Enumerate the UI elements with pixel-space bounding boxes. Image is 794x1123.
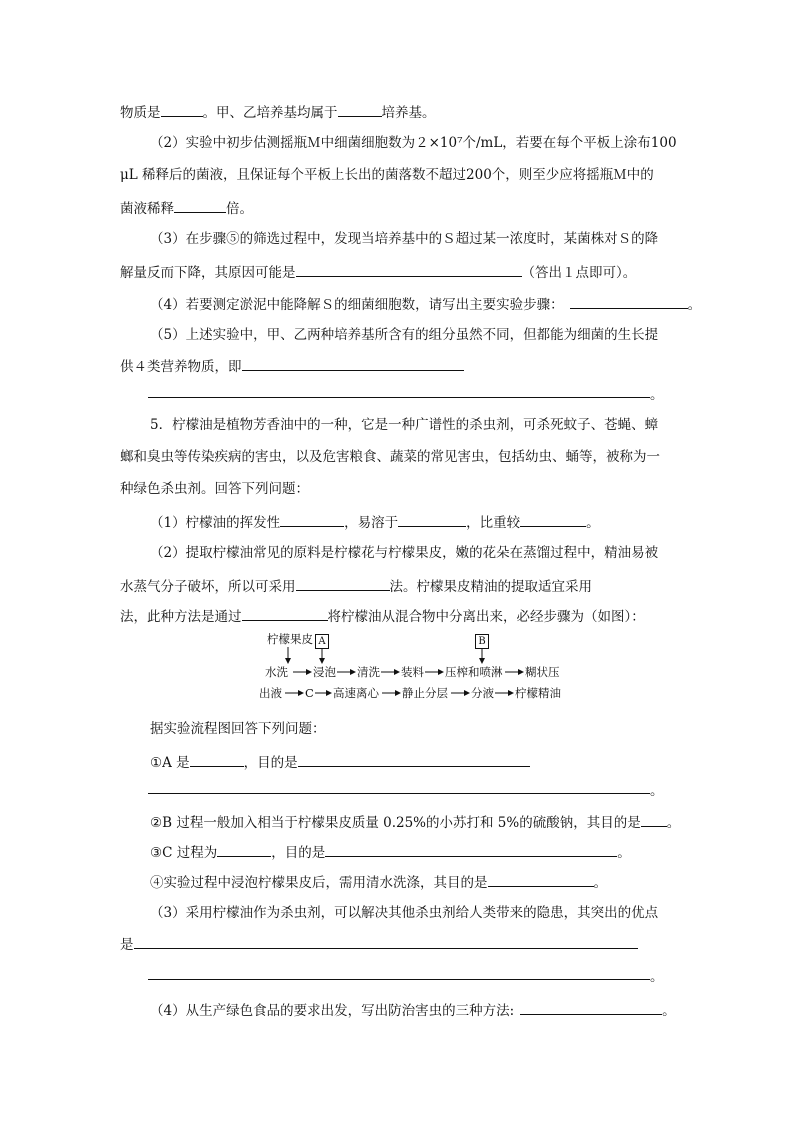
q4-line1 — [120, 102, 436, 122]
answer-blank[interactable] — [242, 606, 328, 621]
flow-top-label: 柠檬果皮 — [267, 632, 313, 646]
flow-step: 分液 — [471, 686, 494, 700]
q5-p2-text-c: 法，此种方法是通过 — [120, 609, 242, 625]
q5-s3-text-c: 。 — [617, 845, 631, 861]
q5-p3-line2 — [120, 934, 638, 954]
flow-step: 柠檬精油 — [515, 686, 561, 700]
flow-step: 水洗 — [265, 665, 288, 679]
q5-s1-end: 。 — [650, 783, 664, 799]
answer-line[interactable] — [148, 397, 650, 398]
q4-p5-text: 供４类营养物质，即 — [120, 359, 242, 375]
flow-step: 浸泡 — [313, 665, 336, 679]
q5-s4-line — [150, 872, 607, 892]
q5-p1-text-b: ，易溶于 — [344, 515, 399, 531]
answer-blank[interactable] — [338, 102, 382, 117]
flow-step: 高速离心 — [333, 686, 379, 700]
answer-blank[interactable] — [296, 262, 522, 277]
q4-p3-text: 解量反而下降，其原因可能是 — [120, 265, 296, 281]
q5-p2-text-a: 水蒸气分子破坏，所以可采用 — [120, 579, 296, 595]
q4-p2-text: 菌液稀释 — [120, 201, 174, 217]
q5-intro-line1: 5．柠檬油是植物芳香油中的一种，它是一种广谱性的杀虫剂，可杀死蚊子、苍蝇、蟑 — [150, 417, 659, 433]
q5-s1-text-a: ①A 是 — [150, 755, 190, 771]
q5-p4-end: 。 — [662, 1003, 676, 1019]
q4-p5-line1: （5）上述实验中，甲、乙两种培养基所含有的组分虽然不同，但都能为细菌的生长提 — [150, 327, 659, 343]
q4-p4-text: （4）若要测定淤泥中能降解Ｓ的细菌细胞数，请写出主要实验步骤： — [150, 297, 564, 313]
answer-blank[interactable] — [134, 934, 638, 949]
answer-blank[interactable] — [570, 294, 688, 309]
q4-p2-text-end: 倍。 — [226, 201, 253, 217]
q5-p1-line — [150, 512, 600, 532]
flow-diagram — [255, 632, 575, 702]
answer-line[interactable] — [148, 979, 650, 980]
q4-p2-line3 — [120, 198, 253, 218]
q5-p1-text-c: ，比重较 — [466, 515, 521, 531]
q4-line1-text-a: 物质是 — [120, 105, 161, 121]
answer-line[interactable] — [148, 793, 650, 794]
q5-s1-text-b: ，目的是 — [243, 755, 298, 771]
q5-intro-line3: 种绿色杀虫剂。回答下列问题： — [120, 481, 309, 497]
q4-p3-line2 — [120, 262, 636, 282]
answer-blank[interactable] — [190, 752, 244, 767]
flow-step: 压榨和喷淋 — [445, 665, 503, 679]
q5-p1-text-a: （1）柠檬油的挥发性 — [150, 515, 281, 531]
q5-s2-text: ②B 过程一般加入相当于柠檬果皮质量 0.25%的小苏打和 5%的硫酸钠，其目的是 — [150, 815, 641, 831]
answer-blank[interactable] — [298, 752, 530, 767]
q4-p4-end: 。 — [687, 297, 702, 313]
answer-blank[interactable] — [242, 356, 464, 371]
q5-s3-line — [150, 842, 631, 862]
flow-step: 出液 — [259, 686, 282, 700]
answer-blank[interactable] — [217, 842, 271, 857]
q4-line1-text-b: 。甲、乙培养基均属于 — [202, 105, 338, 121]
q5-p2-text-b: 法。柠檬果皮精油的提取适宜采用 — [389, 579, 592, 595]
answer-blank[interactable] — [641, 812, 667, 827]
answer-blank[interactable] — [398, 512, 466, 527]
answer-blank[interactable] — [488, 872, 594, 887]
answer-blank[interactable] — [520, 1000, 662, 1015]
flow-step: 静止分层 — [402, 686, 448, 700]
q5-s4-text: ④实验过程中浸泡柠檬果皮后，需用清水洗涤，其目的是 — [150, 875, 488, 891]
q4-p2-line2: μL 稀释后的菌液，且保证每个平板上长出的菌落数不超过200个，则至少应将摇瓶Ｍ中的 — [120, 167, 654, 183]
answer-blank[interactable] — [280, 512, 344, 527]
q4-p4-line — [150, 294, 701, 314]
q4-p3-line1: （3）在步骤⑤的筛选过程中，发现当培养基中的Ｓ超过某一浓度时，某菌株对Ｓ的降 — [150, 231, 659, 247]
flow-step: 糊状压 — [525, 665, 560, 679]
flow-box-a: A — [315, 634, 329, 649]
q5-p4-line — [150, 1000, 676, 1020]
q5-p3-end: 。 — [650, 969, 664, 985]
q5-flow-question: 据实验流程图回答下列问题： — [150, 721, 326, 737]
q5-p2-line3 — [120, 606, 645, 626]
q5-s2-end: 。 — [666, 815, 681, 831]
flow-step: 装料 — [401, 665, 424, 679]
answer-blank[interactable] — [174, 198, 226, 213]
q5-s2-line — [150, 812, 680, 832]
q4-p5-end: 。 — [650, 387, 664, 403]
q5-p1-text-d: 。 — [586, 515, 600, 531]
q5-s4-end: 。 — [593, 875, 607, 891]
q5-p2-line2 — [120, 576, 592, 596]
q5-p2-text-d: 将柠檬油从混合物中分离出来，必经步骤为（如图）： — [327, 609, 645, 625]
answer-blank[interactable] — [296, 576, 390, 591]
flow-box-b: B — [475, 634, 489, 649]
q4-p3-text-end: （答出１点即可）。 — [521, 265, 637, 281]
q5-s1-line — [150, 752, 530, 772]
q5-s3-text-b: ，目的是 — [271, 845, 326, 861]
q4-line1-text-c: 培养基。 — [381, 105, 436, 121]
flow-step: 清洗 — [357, 665, 380, 679]
q4-p2-line1: （2）实验中初步估测摇瓶Ｍ中细菌细胞数为２×10⁷个/mL，若要在每个平板上涂布100 — [150, 135, 677, 151]
q5-p3-line1: （3）采用柠檬油作为杀虫剂，可以解决其他杀虫剂给人类带来的隐患，其突出的优点 — [150, 905, 659, 921]
q5-s3-text-a: ③C 过程为 — [150, 845, 218, 861]
q4-p5-line2 — [120, 356, 464, 376]
flow-step: C — [305, 686, 314, 700]
q5-p3-text: 是 — [120, 937, 134, 953]
answer-blank[interactable] — [520, 512, 586, 527]
q5-p4-text: （4）从生产绿色食品的要求出发，写出防治害虫的三种方法: — [150, 1003, 515, 1019]
answer-blank[interactable] — [161, 102, 203, 117]
q5-intro-line2: 螂和臭虫等传染疾病的害虫，以及危害粮食、蔬菜的常见害虫，包括幼虫、蛹等，被称为一 — [120, 449, 660, 465]
q5-p2-line1: （2）提取柠檬油常见的原料是柠檬花与柠檬果皮，嫩的花朵在蒸馏过程中，精油易被 — [150, 545, 659, 561]
answer-blank[interactable] — [325, 842, 617, 857]
